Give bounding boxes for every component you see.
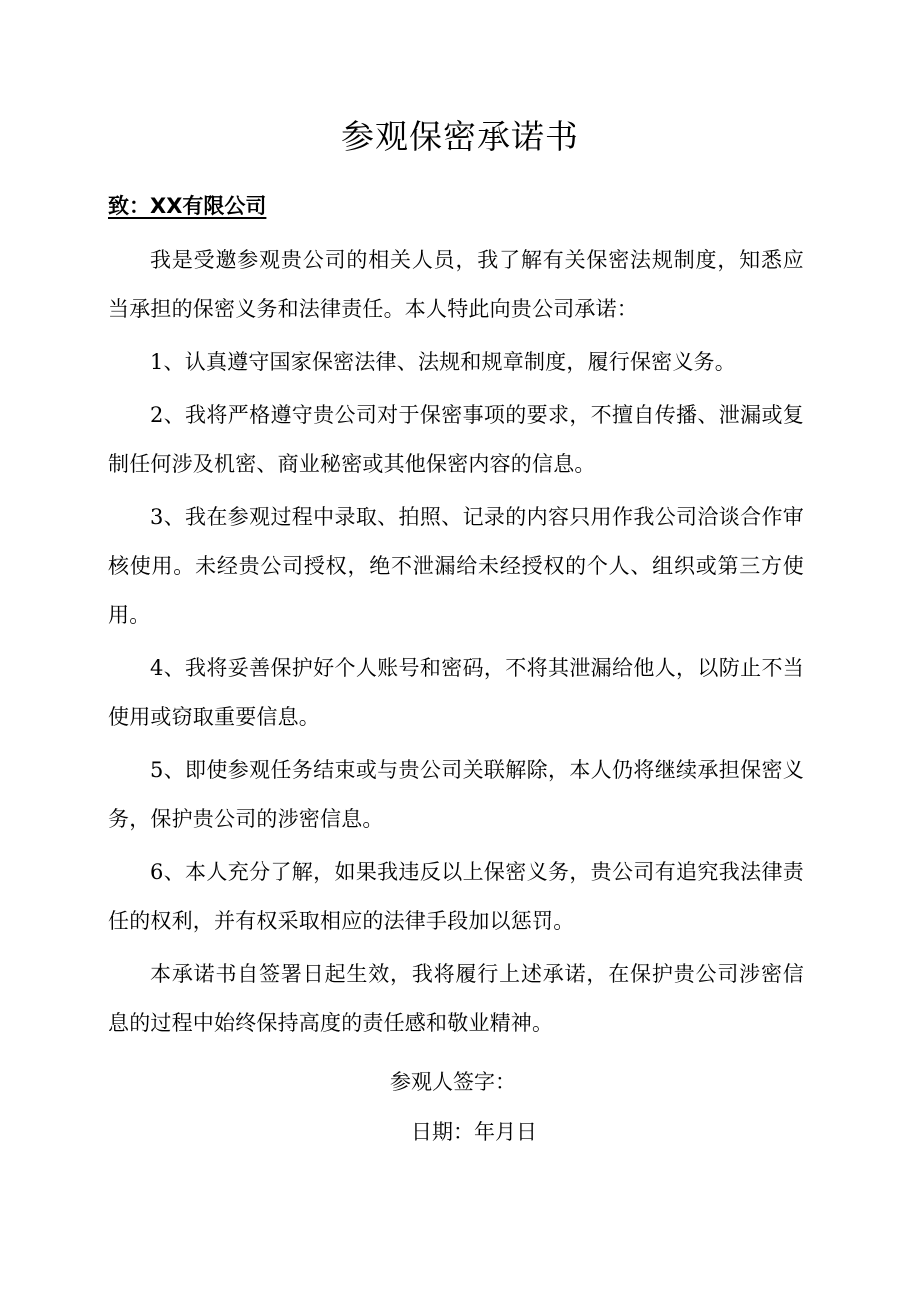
commitment-item-4: 4、我将妥善保护好个人账号和密码，不将其泄漏给他人，以防止不当使用或窃取重要信息。 [108, 656, 804, 729]
signature-label: 参观人签字： [390, 1070, 516, 1094]
intro-paragraph: 我是受邀参观贵公司的相关人员，我了解有关保密法规制度，知悉应当承担的保密义务和法律责任。本人特此向贵公司承诺： [108, 248, 804, 321]
commitment-item-5: 5、即使参观任务结束或与贵公司关联解除，本人仍将继续承担保密义务，保护贵公司的涉密信息。 [108, 758, 804, 831]
addressee-line: 致：XX有限公司 [108, 194, 267, 218]
document-body [108, 236, 804, 1048]
document-title: 参观保密承诺书 [341, 117, 579, 156]
commitment-item-1: 1、认真遵守国家保密法律、法规和规章制度，履行保密义务。 [150, 350, 736, 374]
commitment-item-2: 2、我将严格遵守贵公司对于保密事项的要求，不擅自传播、泄漏或复制任何涉及机密、商业秘密或其他保密内容的信息。 [108, 403, 804, 476]
commitment-item-6: 6、本人充分了解，如果我违反以上保密义务，贵公司有追究我法律责任的权利，并有权采取相应的法律手段加以惩罚。 [108, 860, 804, 933]
commitment-item-3: 3、我在参观过程中录取、拍照、记录的内容只用作我公司洽谈合作审核使用。未经贵公司授权，绝不泄漏给未经授权的个人、组织或第三方使用。 [108, 505, 804, 627]
date-label: 日期：年月日 [411, 1120, 537, 1144]
closing-paragraph: 本承诺书自签署日起生效，我将履行上述承诺，在保护贵公司涉密信息的过程中始终保持高度的责任感和敬业精神。 [108, 962, 804, 1035]
